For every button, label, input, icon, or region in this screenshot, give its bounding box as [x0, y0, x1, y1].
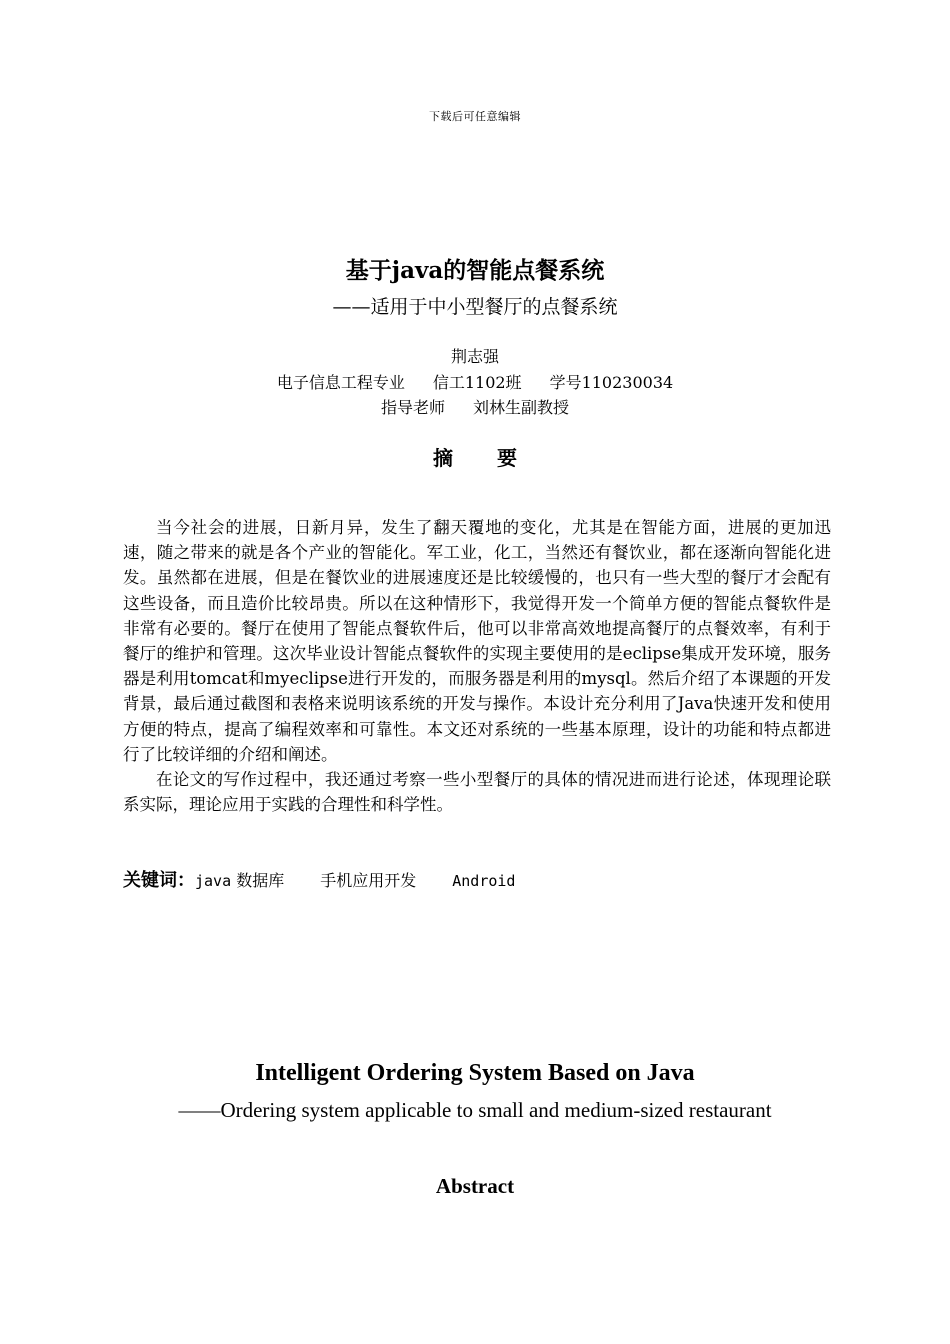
- english-subtitle: ——Ordering system applicable to small and medium-sized restaurant: [178, 1098, 772, 1122]
- advisor-name: 刘林生副教授: [473, 398, 570, 417]
- advisor-line: [0, 395, 950, 421]
- author-student-id: 学号110230034: [549, 372, 674, 392]
- abstract-heading-char-2: 要: [497, 446, 517, 470]
- abstract-body-cn: [123, 515, 831, 817]
- author-class: 信工1102班: [432, 372, 522, 392]
- keyword-item: 数据库: [236, 871, 285, 890]
- keywords-label: 关键词：: [123, 870, 195, 891]
- abstract-heading-cn: [0, 442, 950, 471]
- author-name: 荆志强: [450, 347, 499, 366]
- abstract-heading-en: Abstract: [435, 1174, 515, 1198]
- chinese-subtitle: ——适用于中小型餐厅的点餐系统: [332, 296, 618, 318]
- author-info: [0, 344, 950, 421]
- keyword-item: java: [195, 872, 232, 890]
- english-title: Intelligent Ordering System Based on Java: [255, 1060, 695, 1086]
- abstract-heading-char-1: 摘: [433, 446, 453, 470]
- advisor-label: 指导老师: [380, 398, 445, 417]
- abstract-paragraph: 当今社会的进展，日新月异，发生了翻天覆地的变化，尤其是在智能方面，进展的更加迅速，随之带来的就是各个产业的智能化。军工业，化工，当然还有餐饮业，都在逐渐向智能化进发。虽然都在进展，但是在餐饮业的进展速度还是比较缓慢的，也只有一些大型的餐厅才会配有这些设备，而且造价比较昂贵。所以在这种情形下，我觉得开发一个简单方便的智能点餐软件是非常有必要的。餐厅在使用了智能点餐软件后，他可以非常高效地提高餐厅的点餐效率，有利于餐厅的维护和管理。这次毕业设计智能点餐软件的实现主要使用的是eclipse集成开发环境，服务器是利用tomcat和myeclipse进行开发的，而服务器是利用的mysql。然后介绍了本课题的开发背景，最后通过截图和表格来说明该系统的开发与操作。本设计充分利用了Java快速开发和使用方便的特点，提高了编程效率和可靠性。本文还对系统的一些基本原理，设计的功能和特点都进行了比较详细的介绍和阐述。: [123, 518, 831, 764]
- abstract-paragraph: 在论文的写作过程中，我还通过考察一些小型餐厅的具体的情况进而进行论述，体现理论联系实际，理论应用于实践的合理性和科学性。: [123, 770, 831, 815]
- keywords-line: [123, 866, 831, 892]
- chinese-title: 基于java的智能点餐系统: [345, 257, 605, 284]
- keyword-item: Android: [452, 872, 516, 890]
- author-major: 电子信息工程专业: [276, 372, 405, 392]
- author-details-line: [0, 370, 950, 396]
- keyword-item: 手机应用开发: [320, 871, 417, 890]
- header-note: 下载后可任意编辑: [429, 110, 521, 123]
